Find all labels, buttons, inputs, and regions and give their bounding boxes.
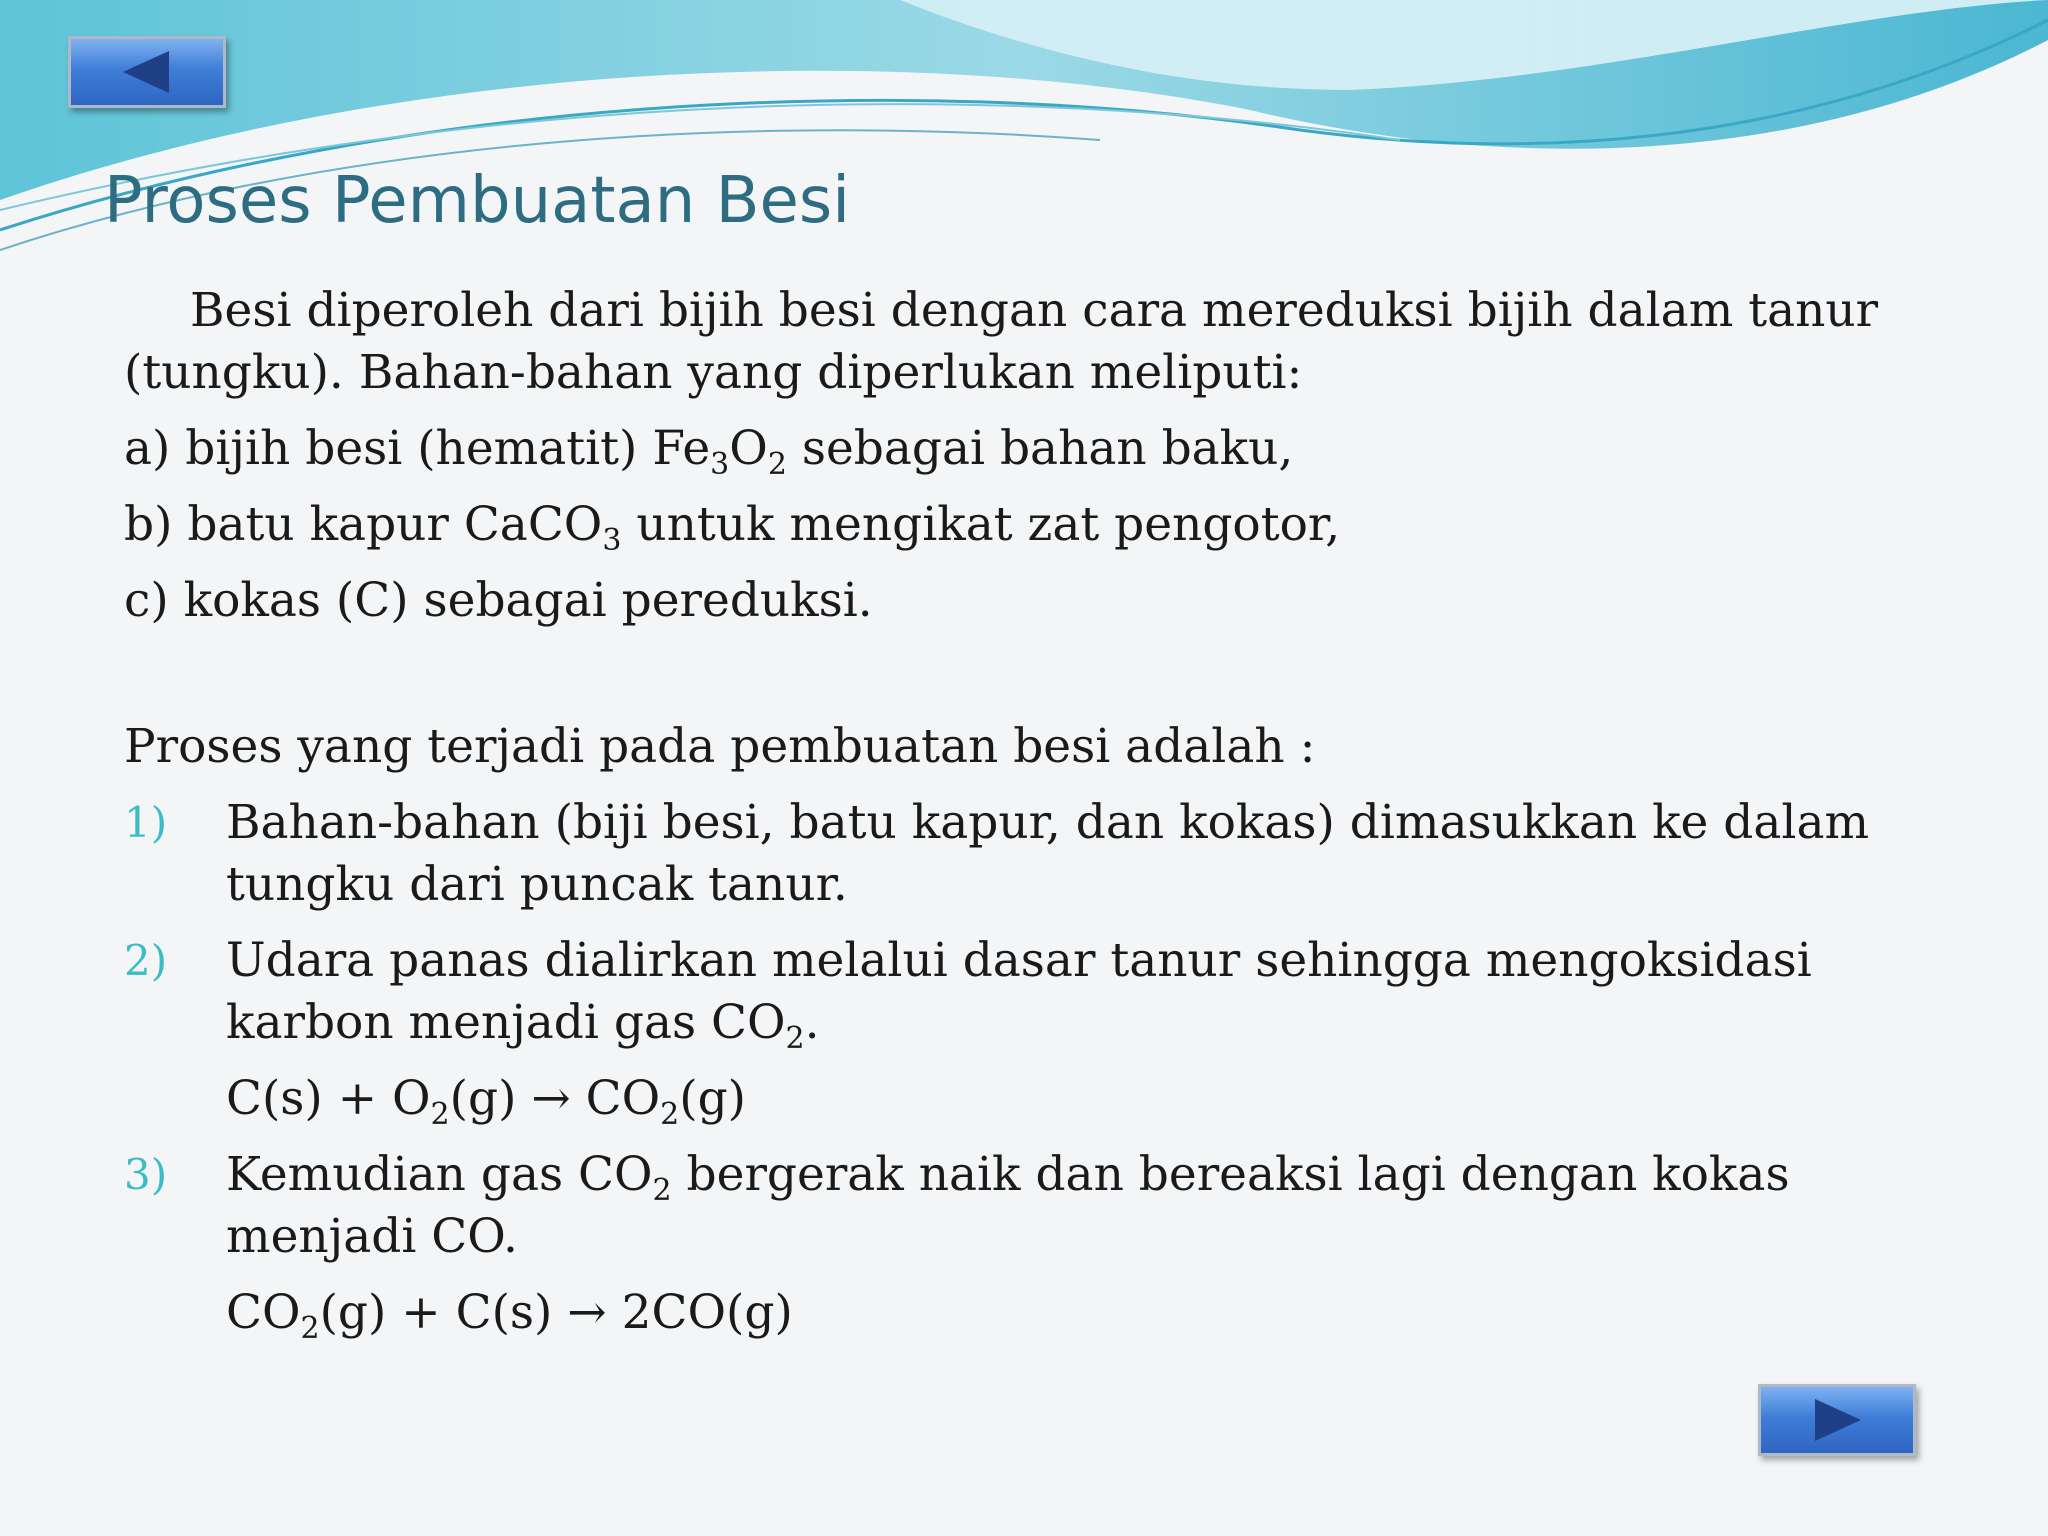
material-item-a: a) bijih besi (hematit) $Fe_3O_2$ sebagai bahan baku, bbox=[124, 421, 1294, 482]
material-item-b: b) batu kapur CaCO$_3$ untuk mengikat zat pengotor, bbox=[124, 497, 1341, 558]
process-heading: Proses yang terjadi pada pembuatan besi adalah : bbox=[124, 719, 1316, 774]
slide-title: Proses Pembuatan Besi bbox=[104, 164, 850, 238]
process-step-3 bbox=[124, 1144, 1924, 1268]
step-text: Kemudian gas $CO_2$ bergerak naik dan bereaksi lagi dengan kokas menjadi CO. bbox=[226, 1147, 1790, 1264]
process-step-1 bbox=[124, 792, 1924, 916]
next-slide-button[interactable] bbox=[1758, 1384, 1916, 1456]
material-item-c: c) kokas (C) sebagai pereduksi. bbox=[124, 573, 873, 628]
triangle-right-icon bbox=[1761, 1387, 1913, 1453]
reaction-equation-2: $CO_2(g) + C(s) \to 2CO(g)$ bbox=[226, 1285, 793, 1346]
previous-slide-button[interactable] bbox=[68, 36, 226, 108]
triangle-left-icon bbox=[71, 39, 223, 105]
step-number: 2) bbox=[124, 936, 168, 985]
step-text: Udara panas dialirkan melalui dasar tanur sehingga mengoksidasi karbon menjadi gas $CO_2$. bbox=[226, 933, 1812, 1056]
process-step-2 bbox=[124, 930, 1924, 1054]
step-number: 3) bbox=[124, 1150, 168, 1199]
reaction-equation-1: $C(s) + O_2(g) \to CO_2(g)$ bbox=[226, 1071, 747, 1132]
step-text: Bahan-bahan (biji besi, batu kapur, dan kokas) dimasukkan ke dalam tungku dari puncak tanur. bbox=[226, 795, 1870, 912]
slide-body bbox=[124, 280, 1924, 1344]
step-number: 1) bbox=[124, 798, 168, 847]
intro-paragraph: Besi diperoleh dari bijih besi dengan cara mereduksi bijih dalam tanur (tungku). Bahan-bahan yang diperlukan meliputi: bbox=[124, 283, 1879, 400]
